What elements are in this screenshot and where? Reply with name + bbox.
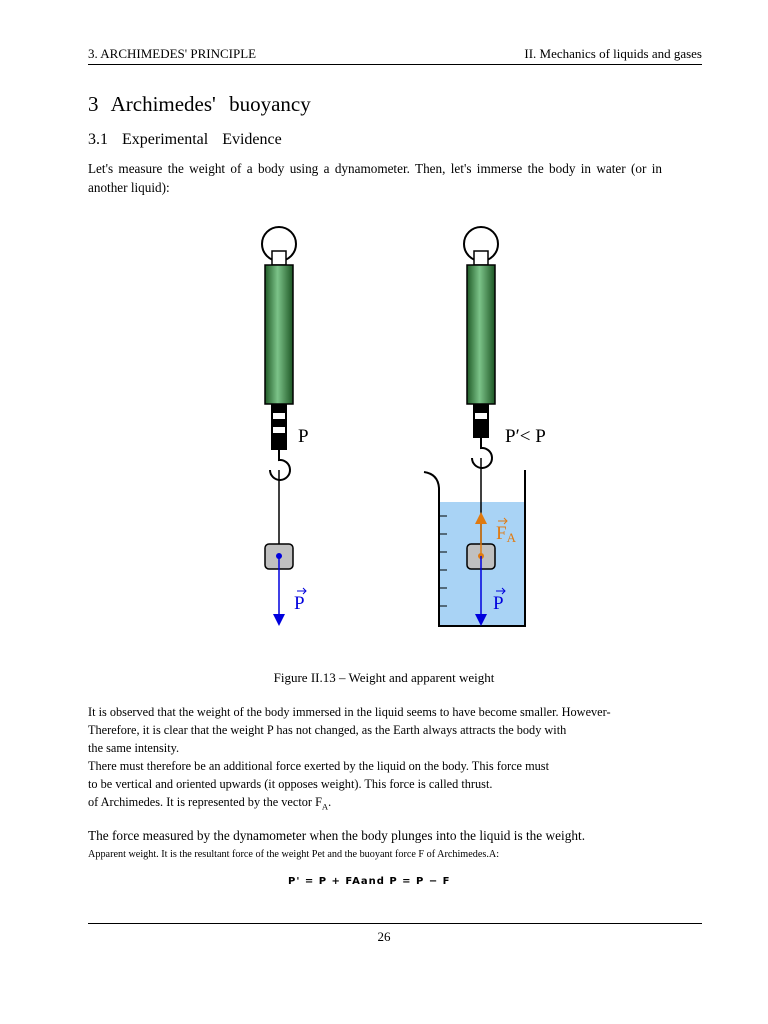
dynamometer-left (262, 227, 296, 620)
body-paragraph-2: The force measured by the dynamometer when the body plunges into the liquid is the weight. (88, 828, 586, 843)
body-line: the same intensity. (88, 741, 180, 755)
hook (472, 438, 492, 468)
figure-caption: Figure II.13 – Weight and apparent weight (273, 670, 495, 685)
body-paragraph-3: Apparent weight. It is the resultant force of the weight Pet and the buoyant force F of Archimedes.A: (88, 849, 500, 860)
page-number: 26 (377, 929, 391, 944)
header-part: II. Mechanics of liquids and gases (524, 46, 702, 61)
body-line: There must therefore be an additional force exerted by the liquid on the body. This force must (88, 759, 549, 773)
footer-rule (88, 923, 702, 924)
formula: P' = P + FAand P = P − F (288, 876, 451, 887)
body-line: of Archimedes. It is represented by the vector $F_A$. (88, 795, 332, 812)
spring-scale (473, 404, 489, 438)
label-p-prime: P′< P (505, 426, 546, 447)
hook (270, 450, 290, 480)
intro-paragraph: Let's measure the weight of a body using a dynamometer. Then, let's immerse the body in water (or in another liquid): (88, 161, 662, 195)
vec-fa: FA (496, 523, 516, 545)
running-header (88, 46, 702, 64)
chapter-title: 3 Archimedes' buoyancy (88, 92, 311, 116)
dynamometer-figure (88, 218, 548, 638)
header-chapter: 3. ARCHIMEDES' PRINCIPLE (88, 46, 257, 61)
body-line: to be vertical and oriented upwards (it opposes weight). This force is called thrust. (88, 777, 493, 791)
section-title: 3.1 Experimental Evidence (88, 131, 282, 148)
dynamometer-tube (265, 265, 293, 404)
vec-p-left: P (294, 593, 305, 614)
body-line: Therefore, it is clear that the weight P has not changed, as the Earth always attracts the body with (88, 723, 567, 737)
label-p: P (298, 426, 309, 447)
body-paragraph-1 (88, 703, 702, 815)
body-line: It is observed that the weight of the body immersed in the liquid seems to have become smaller. However- (88, 705, 611, 719)
dynamometer-tube (467, 265, 495, 404)
header-rule (88, 64, 702, 65)
vec-p-right: P (493, 593, 504, 614)
